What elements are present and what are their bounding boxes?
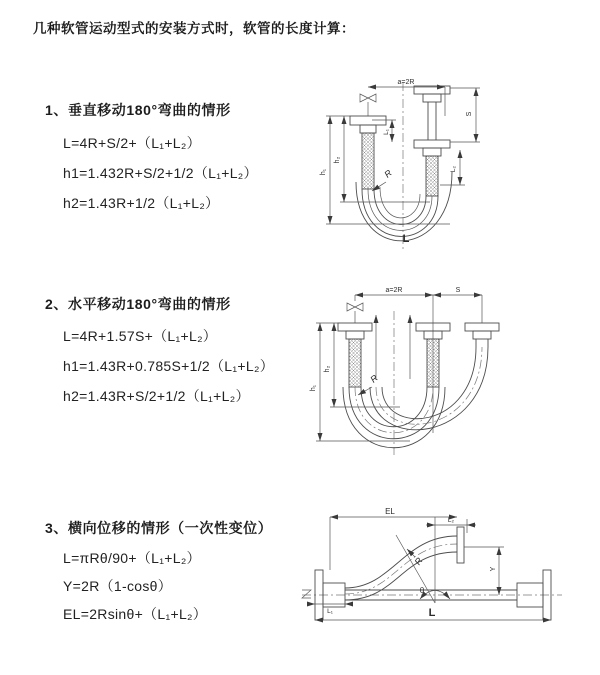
dim-label-h1: h₁ bbox=[310, 384, 317, 392]
section-1-heading: 1、垂直移动180°弯曲的情形 bbox=[45, 102, 231, 118]
radius-label: R bbox=[412, 555, 425, 567]
centerline-mark-icon bbox=[302, 590, 311, 598]
section-1-formula-h1: h1=1.432R+S/2+1/2（L₁+L₂） bbox=[63, 165, 258, 181]
left-hose-fitting bbox=[350, 116, 386, 189]
radius-label: R bbox=[382, 167, 394, 180]
dim-label-l2: L₂ bbox=[447, 517, 455, 524]
section-3-formula-L: L=πRθ/90+（L₁+L₂） bbox=[63, 550, 201, 566]
dim-label-h1: h₁ bbox=[320, 168, 327, 176]
dim-label-l: L bbox=[428, 607, 436, 619]
dim-label-h2: h₂ bbox=[324, 365, 331, 373]
section-3-formula-Y: Y=2R（1-cosθ） bbox=[63, 578, 173, 594]
section-1-formula-L: L=4R+S/2+（L₁+L₂） bbox=[63, 135, 201, 151]
dimension-lines bbox=[316, 295, 482, 441]
dim-label-s: S bbox=[455, 287, 461, 294]
section-2-formula-h1: h1=1.43R+0.785S+1/2（L₁+L₂） bbox=[63, 358, 274, 374]
valve-icon bbox=[347, 295, 363, 323]
valve-icon bbox=[360, 94, 376, 116]
hose-displaced-position bbox=[345, 527, 464, 600]
dimension-lines bbox=[307, 517, 551, 620]
dim-label-el: EL bbox=[385, 507, 395, 516]
right-hose-fitting bbox=[465, 323, 499, 347]
dim-label-l2: L₂ bbox=[450, 165, 457, 173]
section-2-formula-L: L=4R+1.57S+（L₁+L₂） bbox=[63, 328, 218, 344]
section-2-heading: 2、水平移动180°弯曲的情形 bbox=[45, 296, 231, 312]
dim-label-l1: L₁ bbox=[383, 129, 390, 135]
diagram-horizontal-180-bend bbox=[308, 283, 600, 463]
dim-label-y: Y bbox=[490, 566, 497, 572]
diagram-vertical-180-bend bbox=[312, 72, 590, 260]
length-label: L bbox=[402, 233, 410, 245]
section-2-formula-h2: h2=1.43R+S/2+1/2（L₁+L₂） bbox=[63, 388, 250, 404]
right-hose-fitting bbox=[414, 86, 450, 196]
dim-label-s: S bbox=[466, 111, 473, 117]
dim-label-a2r: a=2R bbox=[385, 287, 403, 294]
dim-label-l1: L₁ bbox=[327, 608, 333, 615]
section-3-heading: 3、横向位移的情形（一次性变位） bbox=[45, 520, 273, 536]
dim-label-a2r: a=2R bbox=[397, 79, 415, 86]
section-3-formula-EL: EL=2Rsinθ+（L₁+L₂） bbox=[63, 606, 208, 622]
theta-label: θ bbox=[419, 586, 425, 595]
left-hose-fitting bbox=[338, 323, 372, 387]
radius-label: R bbox=[368, 372, 380, 385]
section-1-formula-h2: h2=1.43R+1/2（L₁+L₂） bbox=[63, 195, 220, 211]
dim-label-h2: h₂ bbox=[334, 156, 341, 164]
page-title: 几种软管运动型式的安装方式时，软管的长度计算： bbox=[33, 21, 355, 36]
diagram-lateral-displacement bbox=[298, 503, 598, 645]
